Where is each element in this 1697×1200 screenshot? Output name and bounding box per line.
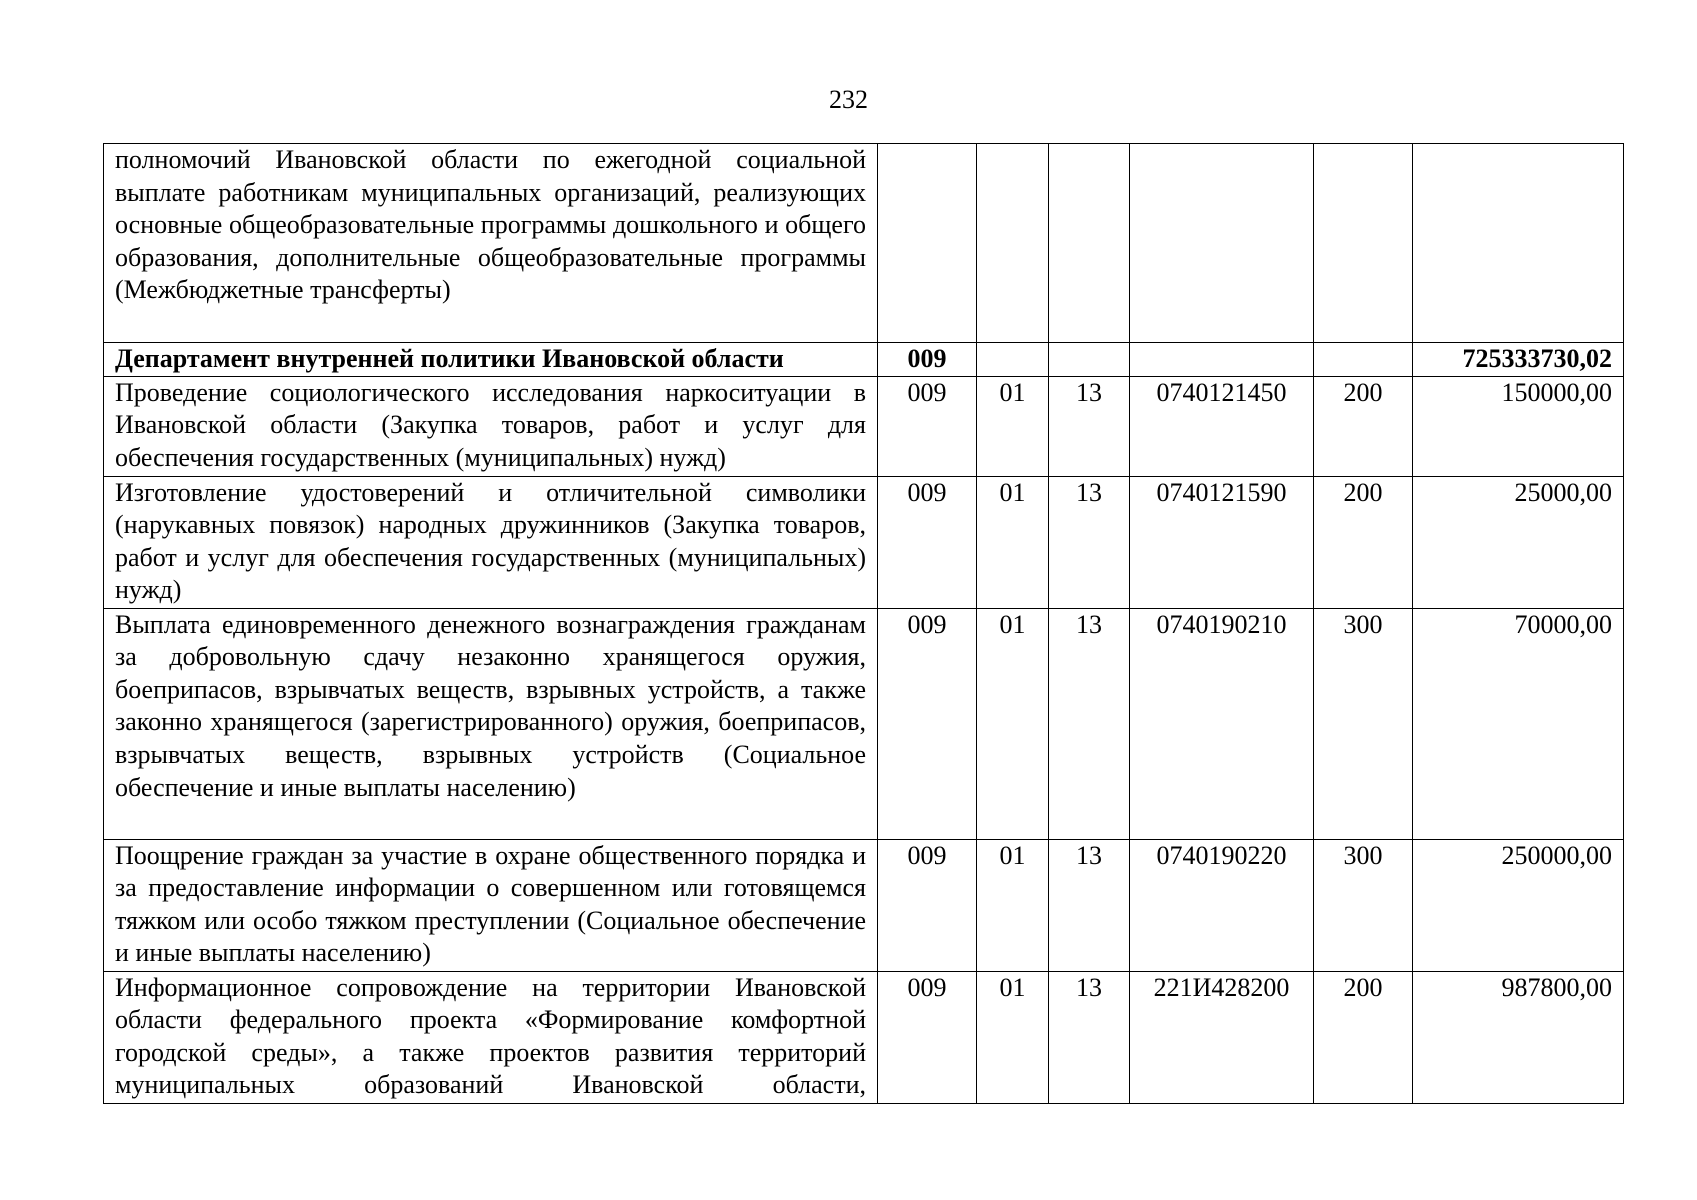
section-code: 01 bbox=[977, 608, 1049, 839]
expense-type-code: 300 bbox=[1314, 839, 1413, 971]
subsection-code: 13 bbox=[1049, 608, 1130, 839]
section-code: 01 bbox=[977, 476, 1049, 608]
ministry-code: 009 bbox=[878, 839, 977, 971]
table-row bbox=[104, 476, 1624, 608]
ministry-code: 009 bbox=[878, 343, 977, 377]
expense-type-code: 300 bbox=[1314, 608, 1413, 839]
amount: 150000,00 bbox=[1413, 376, 1624, 476]
expense-type-code: 200 bbox=[1314, 476, 1413, 608]
subsection-code bbox=[1049, 144, 1130, 343]
target-article-code: 221И428200 bbox=[1130, 971, 1314, 1103]
expense-type-code bbox=[1314, 144, 1413, 343]
table-row bbox=[104, 971, 1624, 1103]
table-row bbox=[104, 839, 1624, 971]
expense-type-code: 200 bbox=[1314, 971, 1413, 1103]
row-description: Поощрение граждан за участие в охране общественного порядка и за предоставление информации о совершенном или готовящемся тяжком или особо тяжком преступлении (Социальное обеспечение и иные выплаты населению) bbox=[104, 839, 878, 971]
subsection-code bbox=[1049, 343, 1130, 377]
ministry-code: 009 bbox=[878, 608, 977, 839]
target-article-code bbox=[1130, 144, 1314, 343]
expense-type-code: 200 bbox=[1314, 376, 1413, 476]
row-description: Выплата единовременного денежного вознаграждения гражданам за добровольную сдачу незаконно хранящегося оружия, боеприпасов, взрывчатых веществ, взрывных устройств, а также законно хранящегося (зарегистрированного) оружия, боеприпасов, взрывчатых веществ, взрывных устройств (Социальное обеспечение и иные выплаты населению) bbox=[104, 608, 878, 839]
table-row bbox=[104, 343, 1624, 377]
target-article-code: 0740190220 bbox=[1130, 839, 1314, 971]
ministry-code: 009 bbox=[878, 476, 977, 608]
table-row bbox=[104, 144, 1624, 343]
amount: 987800,00 bbox=[1413, 971, 1624, 1103]
ministry-code: 009 bbox=[878, 376, 977, 476]
subsection-code: 13 bbox=[1049, 376, 1130, 476]
subsection-code: 13 bbox=[1049, 971, 1130, 1103]
target-article-code bbox=[1130, 343, 1314, 377]
amount bbox=[1413, 144, 1624, 343]
target-article-code: 0740121590 bbox=[1130, 476, 1314, 608]
amount: 70000,00 bbox=[1413, 608, 1624, 839]
row-description: полномочий Ивановской области по ежегодной социальной выплате работникам муниципальных организаций, реализующих основные общеобразовательные программы дошкольного и общего образования, дополнительные общеобразовательные программы (Межбюджетные трансферты) bbox=[104, 144, 878, 343]
ministry-code: 009 bbox=[878, 971, 977, 1103]
section-code bbox=[977, 144, 1049, 343]
row-description: Департамент внутренней политики Ивановской области bbox=[104, 343, 878, 377]
table-body bbox=[104, 144, 1624, 1104]
section-code: 01 bbox=[977, 839, 1049, 971]
ministry-code bbox=[878, 144, 977, 343]
row-description: Изготовление удостоверений и отличительной символики (нарукавных повязок) народных дружинников (Закупка товаров, работ и услуг для обеспечения государственных (муниципальных) нужд) bbox=[104, 476, 878, 608]
target-article-code: 0740190210 bbox=[1130, 608, 1314, 839]
table-row bbox=[104, 608, 1624, 839]
section-code: 01 bbox=[977, 971, 1049, 1103]
row-description: Проведение социологического исследования наркоситуации в Ивановской области (Закупка товаров, работ и услуг для обеспечения государственных (муниципальных) нужд) bbox=[104, 376, 878, 476]
subsection-code: 13 bbox=[1049, 839, 1130, 971]
amount: 725333730,02 bbox=[1413, 343, 1624, 377]
subsection-code: 13 bbox=[1049, 476, 1130, 608]
section-code bbox=[977, 343, 1049, 377]
expense-type-code bbox=[1314, 343, 1413, 377]
target-article-code: 0740121450 bbox=[1130, 376, 1314, 476]
amount: 25000,00 bbox=[1413, 476, 1624, 608]
budget-table bbox=[103, 143, 1624, 1104]
section-code: 01 bbox=[977, 376, 1049, 476]
table-row bbox=[104, 376, 1624, 476]
row-description: Информационное сопровождение на территории Ивановской области федерального проекта «Формирование комфортной городской среды», а также проектов развития территорий муниципальных образований Ивановской области, bbox=[104, 971, 878, 1103]
amount: 250000,00 bbox=[1413, 839, 1624, 971]
page-number: 232 bbox=[829, 85, 868, 114]
